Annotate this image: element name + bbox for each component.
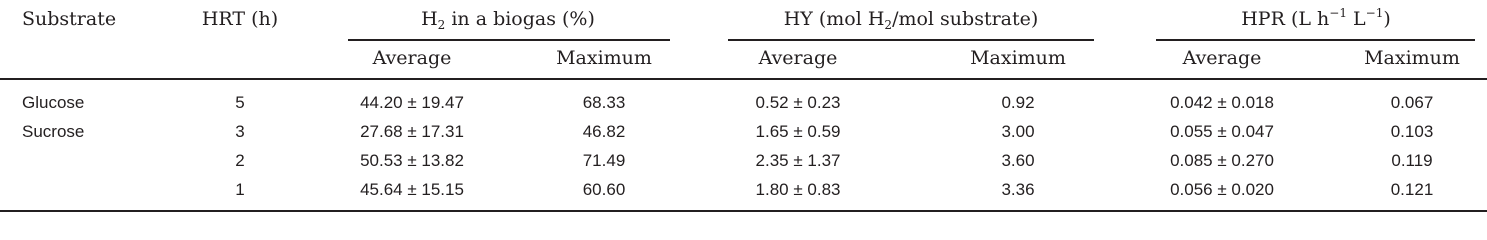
cell-hy-average: 1.80 ± 0.83	[755, 180, 841, 199]
cell-hy-average: 0.52 ± 0.23	[755, 93, 841, 112]
cell-hpr-average: 0.085 ± 0.270	[1170, 151, 1274, 170]
cell-hy-maximum: 0.92	[1001, 93, 1035, 112]
header-hydrogen-production-rate: HPR (L $h^{-1}$ $L^{-1}$)	[1241, 6, 1391, 30]
cell-h2-average: 50.53 ± 13.82	[360, 151, 464, 170]
cell-h2-average: 44.20 ± 19.47	[360, 93, 464, 112]
subheader-h2-average: Average	[372, 47, 452, 69]
cell-hpr-maximum: 0.067	[1390, 93, 1434, 112]
subheader-hy-maximum: Maximum	[970, 47, 1066, 69]
cell-hpr-maximum: 0.103	[1390, 122, 1434, 141]
group-rule-h2	[348, 39, 670, 41]
subheader-hpr-maximum: Maximum	[1364, 47, 1460, 69]
header-substrate: Substrate	[22, 8, 117, 30]
header-hrt: HRT (h)	[201, 8, 279, 30]
header-hydrogen-yield: HY (mol $H_2$/mol substrate)	[783, 8, 1039, 32]
cell-hrt: 2	[235, 151, 245, 170]
header-bottom-rule	[0, 78, 1487, 80]
group-rule-hpr	[1156, 39, 1475, 41]
cell-h2-average: 45.64 ± 15.15	[360, 180, 464, 199]
cell-hrt: 3	[235, 122, 245, 141]
cell-substrate: Sucrose	[22, 122, 85, 141]
cell-hrt: 5	[235, 93, 245, 112]
cell-hpr-maximum: 0.121	[1390, 180, 1434, 199]
subheader-hy-average: Average	[758, 47, 838, 69]
cell-hpr-average: 0.056 ± 0.020	[1170, 180, 1274, 199]
cell-h2-maximum: 71.49	[582, 151, 626, 170]
cell-hpr-average: 0.055 ± 0.047	[1170, 122, 1274, 141]
cell-h2-maximum: 68.33	[582, 93, 626, 112]
cell-hpr-average: 0.042 ± 0.018	[1170, 93, 1274, 112]
subheader-hpr-average: Average	[1182, 47, 1262, 69]
cell-h2-maximum: 46.82	[582, 122, 626, 141]
cell-hpr-maximum: 0.119	[1391, 151, 1433, 170]
group-rule-hy	[728, 39, 1094, 41]
cell-hy-maximum: 3.00	[1001, 122, 1035, 141]
cell-hy-average: 1.65 ± 0.59	[755, 122, 841, 141]
cell-hy-average: 2.35 ± 1.37	[755, 151, 841, 170]
header-h2-in-biogas: $H_2$ in a biogas (%)	[421, 8, 595, 32]
subheader-h2-maximum: Maximum	[556, 47, 652, 69]
cell-h2-maximum: 60.60	[582, 180, 626, 199]
cell-hy-maximum: 3.60	[1001, 151, 1035, 170]
cell-h2-average: 27.68 ± 17.31	[360, 122, 464, 141]
cell-substrate: Glucose	[22, 93, 85, 112]
cell-hrt: 1	[235, 180, 245, 199]
cell-hy-maximum: 3.36	[1001, 180, 1035, 199]
table-bottom-rule	[0, 210, 1487, 212]
